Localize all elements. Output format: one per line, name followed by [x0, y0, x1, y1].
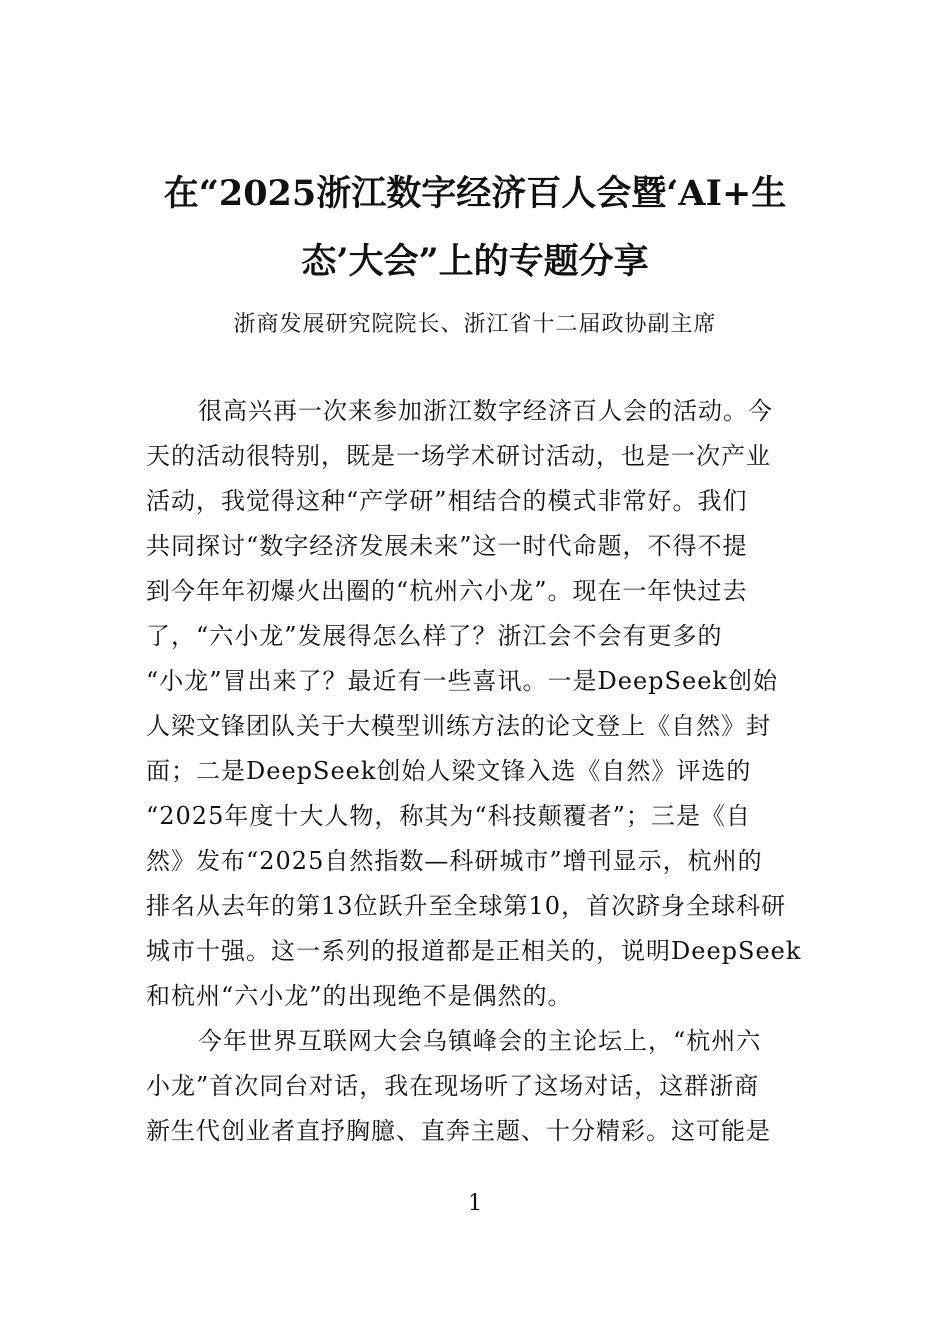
body-line-2: 天的活动很特别，既是一场学术研讨活动，也是一次产业: [146, 442, 771, 470]
page-number: 1: [468, 1191, 482, 1216]
body-line-8: 人梁文锋团队关于大模型训练方法的论文登上《自然》封: [146, 712, 771, 740]
body-line-12: 排名从去年的第13位跃升至全球第10，首次跻身全球科研: [146, 892, 787, 920]
body-line-3: 活动，我觉得这种“产学研”相结合的模式非常好。我们: [146, 487, 748, 515]
body-line-4: 共同探讨“数字经济发展未来”这一时代命题，不得不提: [146, 532, 748, 560]
body-line-5: 到今年年初爆火出圈的“杭州六小龙”。现在一年快过去: [146, 577, 748, 605]
body-line-1: 很高兴再一次来参加浙江数字经济百人会的活动。今: [198, 397, 773, 425]
author-affiliation: 浙商发展研究院院长、浙江省十二届政协副主席: [233, 312, 717, 337]
body-line-13: 城市十强。这一系列的报道都是正相关的，说明DeepSeek: [146, 937, 802, 965]
body-line-11: 然》发布“2025自然指数—科研城市”增刊显示，杭州的: [146, 847, 763, 875]
body-line-10: “2025年度十大人物，称其为“科技颠覆者”；三是《自: [146, 802, 751, 830]
body-line-17: 新生代创业者直抒胸臆、直奔主题、十分精彩。这可能是: [146, 1117, 771, 1145]
body-line-9: 面；二是DeepSeek创始人梁文锋入选《自然》评选的: [146, 757, 752, 785]
document-title-line-1: 在“2025浙江数字经济百人会暨‘AI+生: [163, 173, 787, 214]
body-line-7: “小龙”冒出来了？最近有一些喜讯。一是DeepSeek创始: [146, 667, 778, 695]
body-line-14: 和杭州“六小龙”的出现绝不是偶然的。: [146, 982, 573, 1010]
body-line-6: 了，“六小龙”发展得怎么样了？浙江会不会有更多的: [146, 622, 723, 650]
body-line-16: 小龙”首次同台对话，我在现场听了这场对话，这群浙商: [146, 1072, 760, 1100]
body-line-15: 今年世界互联网大会乌镇峰会的主论坛上，“杭州六: [198, 1027, 762, 1055]
document-title-line-2: 态’大会”上的专题分享: [301, 241, 649, 282]
